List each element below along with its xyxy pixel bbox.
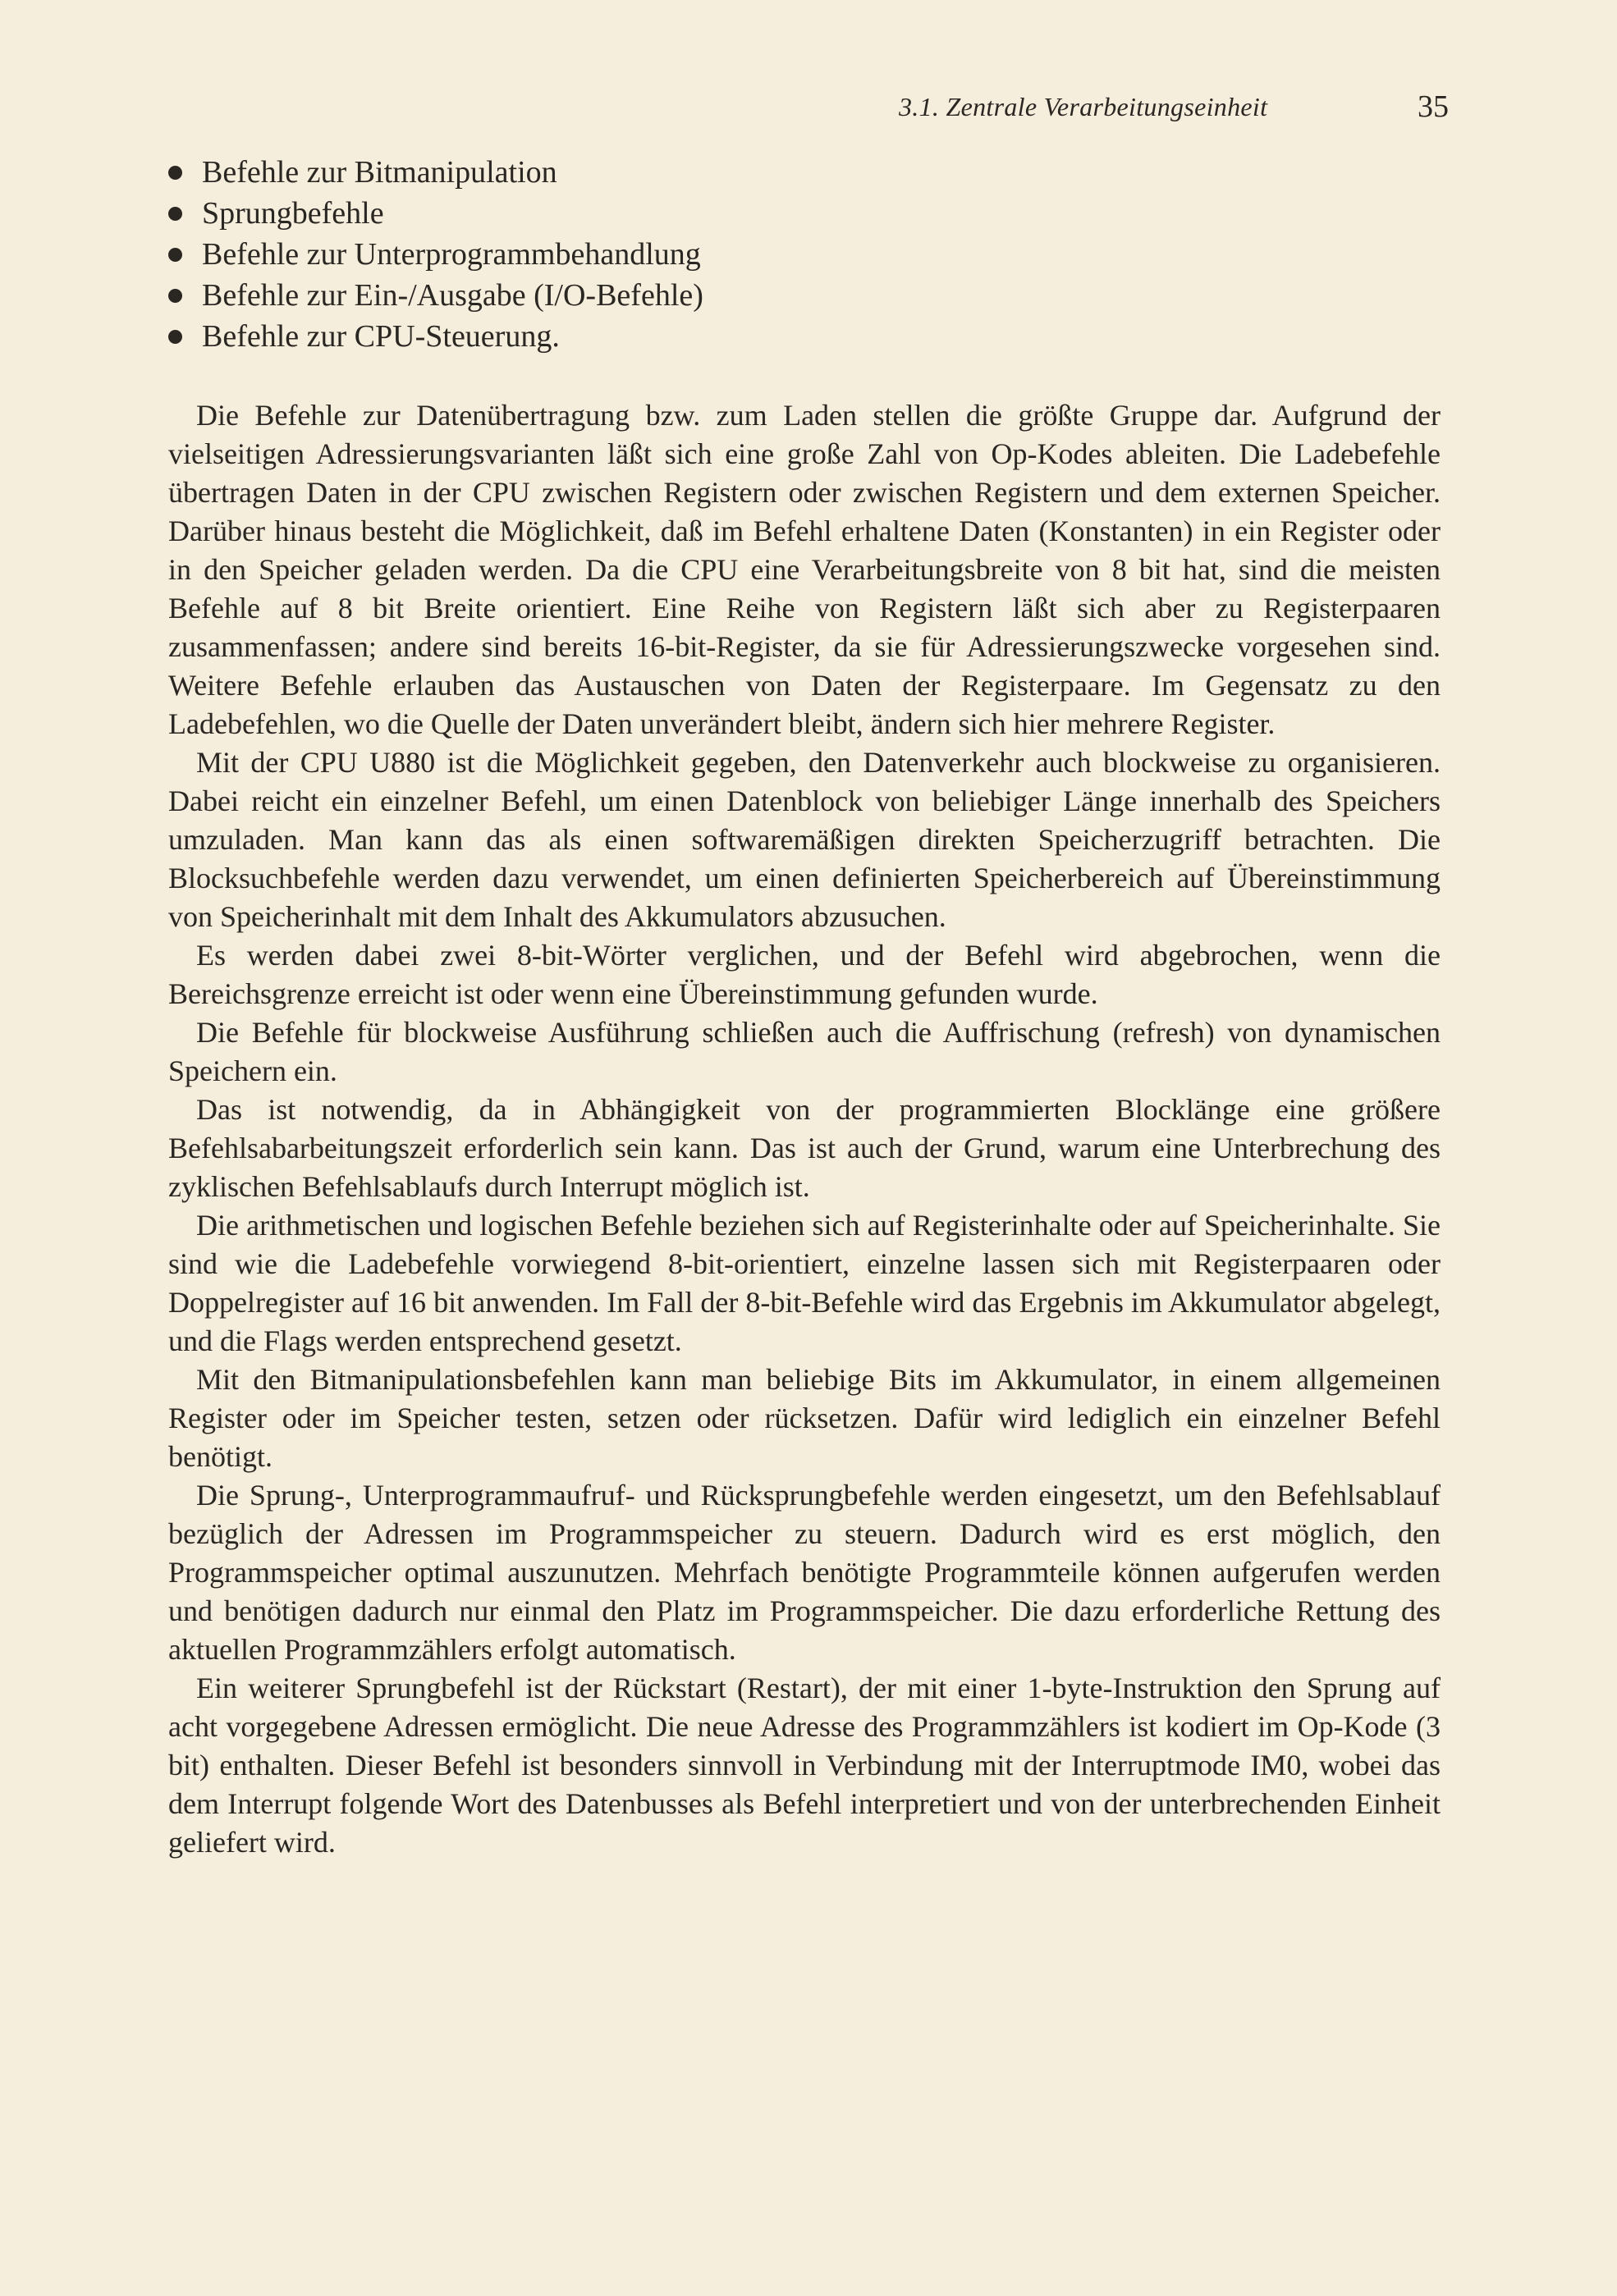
paragraph-data-transfer: Die Befehle zur Datenübertragung bzw. zum Laden stellen die größte Gruppe dar. Aufgrund der vielseitigen Adressierungsvarianten läßt sich eine große Zahl von Op-Kodes ableiten. Die Ladebefehle übertragen Daten in der CPU zwischen Registern oder zwischen Registern und dem externen Speicher. Darüber hinaus besteht die Möglichkeit, daß im Befehl erhaltene Daten (Konstanten) in ein Register oder in den Speicher geladen werden. Da die CPU eine Verarbeitungsbreite von 8 bit hat, sind die meisten Befehle auf 8 bit Breite orientiert. Eine Reihe von Registern läßt sich aber zu Registerpaaren zusammenfassen; andere sind bereits 16-bit-Register, da sie für Adressierungszwecke vorgesehen sind. Weitere Befehle erlauben das Austauschen von Daten der Registerpaare. Im Gegensatz zu den Ladebefehlen, wo die Quelle der Daten unverändert bleibt, ändern sich hier mehrere Register. (168, 399, 1441, 740)
bullet-icon (168, 166, 182, 180)
list-item (168, 275, 1441, 316)
paragraph-arithmetic: Die arithmetischen und logischen Befehle beziehen sich auf Registerinhalte oder auf Speicherinhalte. Sie sind wie die Ladebefehle vorwiegend 8-bit-orientiert, einzelne lassen sich mit Registerpaaren oder Doppelregister auf 16 bit anwenden. Im Fall der 8-bit-Befehle wird das Ergebnis im Akkumulator abgelegt, und die Flags werden entsprechend gesetzt. (168, 1209, 1441, 1357)
list-item-text: Befehle zur Bitmanipulation (202, 155, 557, 190)
page-body (168, 152, 1441, 1862)
list-item-text: Befehle zur Ein-/Ausgabe (I/O-Befehle) (202, 278, 703, 313)
instruction-group-list (168, 152, 1441, 357)
paragraph-block-compare: Es werden dabei zwei 8-bit-Wörter verglichen, und der Befehl wird abgebrochen, wenn die Bereichsgrenze erreicht ist oder wenn eine Übereinstimmung gefunden wurde. (168, 939, 1441, 1010)
bullet-icon (168, 248, 182, 262)
page-header (899, 82, 1449, 131)
paragraph-interrupt: Das ist notwendig, da in Abhängigkeit von der programmierten Blocklänge eine größere Befehlsabarbeitungszeit erforderlich sein kann. Das ist auch der Grund, warum eine Unterbrechung des zyklischen Befehlsablaufs durch Interrupt möglich ist. (168, 1093, 1441, 1203)
list-item-text: Befehle zur CPU-Steuerung. (202, 319, 560, 354)
paragraph-refresh: Die Befehle für blockweise Ausführung schließen auch die Auffrischung (refresh) von dynamischen Speichern ein. (168, 1016, 1441, 1087)
list-item (168, 152, 1441, 193)
bullet-icon (168, 207, 182, 221)
running-title: 3.1. Zentrale Verarbeitungseinheit (899, 92, 1268, 121)
list-item (168, 316, 1441, 357)
list-item-text: Befehle zur Unterprogrammbehandlung (202, 237, 701, 272)
list-item (168, 234, 1441, 275)
list-item-text: Sprungbefehle (202, 196, 384, 231)
bullet-icon (168, 330, 182, 344)
paragraph-jump-call: Die Sprung-, Unterprogrammaufruf- und Rücksprungbefehle werden eingesetzt, um den Befehlsablauf bezüglich der Adressen im Programmspeicher zu steuern. Dadurch wird es erst möglich, den Programmspeicher optimal auszunutzen. Mehrfach benötigte Programmteile können aufgerufen werden und benötigen dadurch nur einmal den Platz im Programmspeicher. Die dazu erforderliche Rettung des aktuellen Programmzählers erfolgt automatisch. (168, 1479, 1441, 1666)
paragraph-block-transfer: Mit der CPU U880 ist die Möglichkeit gegeben, den Datenverkehr auch blockweise zu organisieren. Dabei reicht ein einzelner Befehl, um einen Datenblock von beliebiger Länge innerhalb des Speichers umzuladen. Man kann das als einen softwaremäßigen direkten Speicherzugriff betrachten. Die Blocksuchbefehle werden dazu verwendet, um einen definierten Speicherbereich auf Übereinstimmung von Speicherinhalt mit dem Inhalt des Akkumulators abzusuchen. (168, 746, 1441, 933)
list-item (168, 193, 1441, 234)
paragraph-restart: Ein weiterer Sprungbefehl ist der Rückstart (Restart), der mit einer 1-byte-Instruktion den Sprung auf acht vorgegebene Adressen ermöglicht. Die neue Adresse des Programmzählers ist kodiert im Op-Kode (3 bit) enthalten. Dieser Befehl ist besonders sinnvoll in Verbindung mit der Interruptmode IM0, wobei das dem Interrupt folgende Wort des Datenbusses als Befehl interpretiert und von der unterbrechenden Einheit geliefert wird. (168, 1672, 1441, 1859)
page-number: 35 (1418, 89, 1449, 124)
bullet-icon (168, 289, 182, 303)
body-text (168, 396, 1441, 1862)
paragraph-bit-manipulation: Mit den Bitmanipulationsbefehlen kann man beliebige Bits im Akkumulator, in einem allgemeinen Register oder im Speicher testen, setzen oder rücksetzen. Dafür wird lediglich ein einzelner Befehl benötigt. (168, 1363, 1441, 1473)
